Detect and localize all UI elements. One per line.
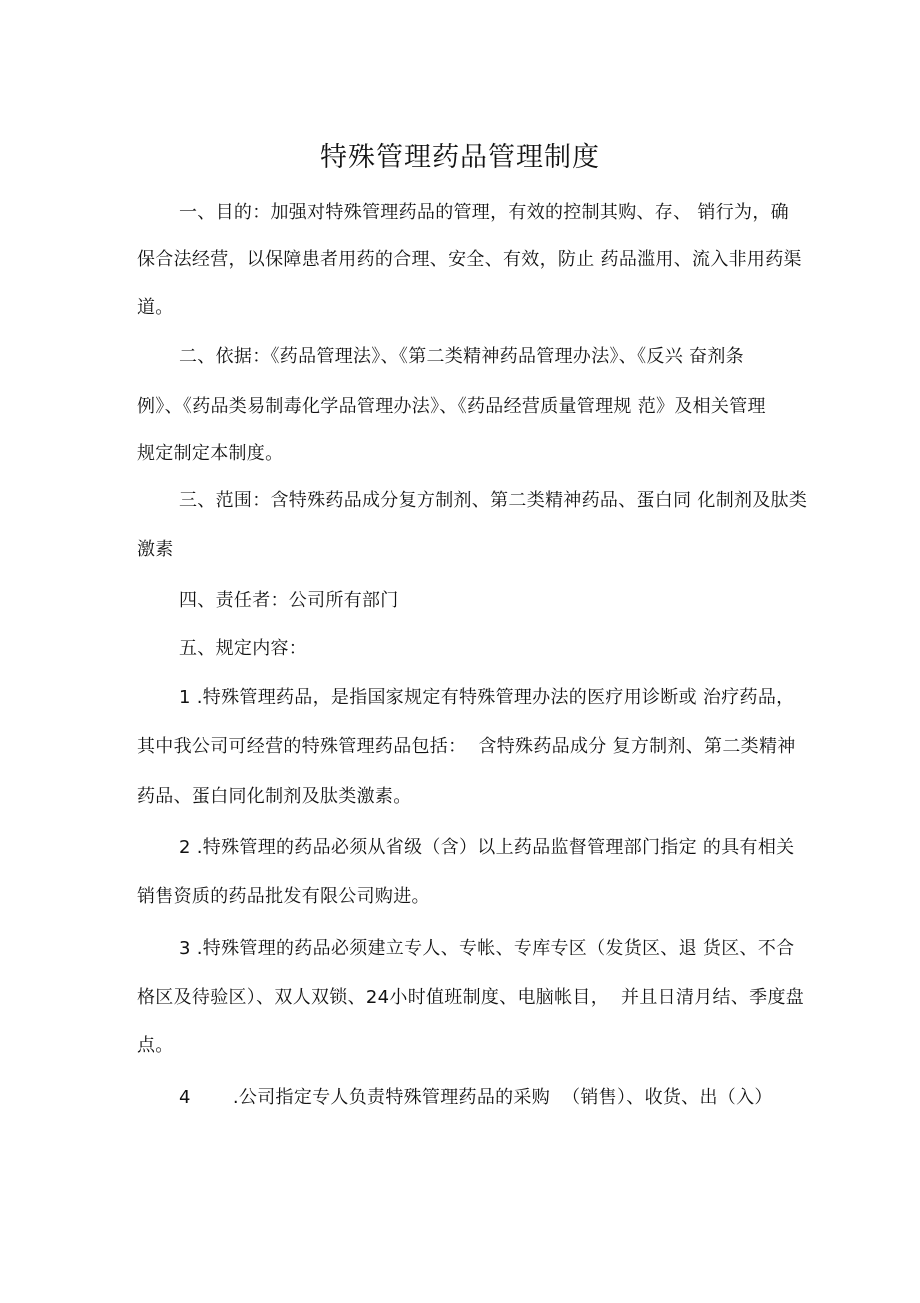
item3-line-2: 格区及待验区）、双人双锁、24小时值班制度、电脑帐目， 并且日清月结、季度盘: [137, 987, 805, 1008]
item1-line-2: 其中我公司可经营的特殊管理药品包括： 含特殊药品成分 复方制剂、第二类精神: [137, 736, 796, 757]
document-title: 特殊管理药品管理制度: [320, 142, 600, 173]
purpose-line-1: 一、目的：加强对特殊管理药品的管理，有效的控制其购、存、 销行为，确: [179, 202, 789, 223]
item1-line-1: 1 .特殊管理药品，是指国家规定有特殊管理办法的医疗用诊断或 治疗药品，: [179, 687, 795, 708]
item3-line-1: 3 .特殊管理的药品必须建立专人、专帐、专库专区（发货区、退 货区、不合: [179, 938, 795, 959]
scope-line-1: 三、范围：含特殊药品成分复方制剂、第二类精神药品、蛋白同 化制剂及肽类: [179, 490, 808, 511]
content-heading: 五、规定内容：: [179, 638, 308, 659]
basis-line-1: 二、依据：《药品管理法》、《第二类精神药品管理办法》、《反兴 奋剂条: [179, 346, 744, 367]
item2-line-2: 销售资质的药品批发有限公司购进。: [137, 886, 430, 907]
item3-line-3: 点。: [137, 1035, 174, 1056]
purpose-line-3: 道。: [137, 297, 174, 318]
item4-line-1: 4 .公司指定专人负责特殊管理药品的采购 （销售）、收货、出（入）: [179, 1087, 773, 1108]
basis-line-3: 规定制定本制度。: [137, 443, 284, 464]
basis-line-2: 例》、《药品类易制毒化学品管理办法》、《药品经营质量管理规 范》及相关管理: [137, 396, 766, 417]
item2-line-1: 2 .特殊管理的药品必须从省级（含）以上药品监督管理部门指定 的具有相关: [179, 837, 795, 858]
purpose-line-2: 保合法经营，以保障患者用药的合理、安全、有效，防止 药品滥用、流入非用药渠: [137, 249, 802, 270]
responsible-line: 四、责任者：公司所有部门: [179, 590, 399, 611]
scope-line-2: 激素: [137, 539, 174, 560]
item1-line-3: 药品、蛋白同化制剂及肽类激素。: [137, 786, 412, 807]
